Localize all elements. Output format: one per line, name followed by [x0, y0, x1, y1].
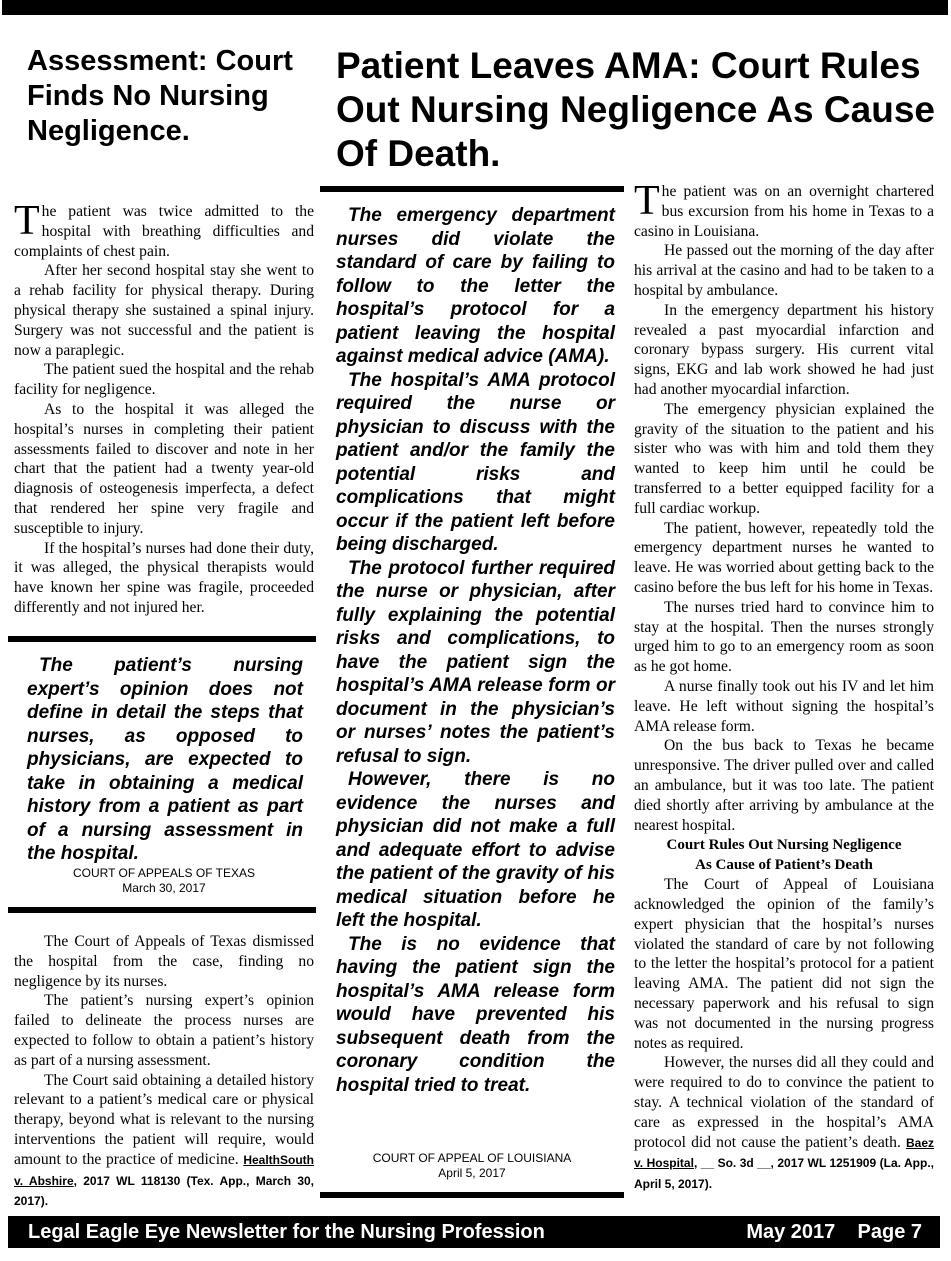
top-rule: [2, 0, 948, 15]
divider: [320, 1192, 624, 1198]
dropcap: T: [634, 178, 660, 224]
left-pull-quote: [27, 654, 303, 866]
paragraph: he patient was on an overnight chartered bus excursion from his home in Texas to a casino in Louisiana.: [634, 183, 934, 240]
decision-date: March 30, 2017: [122, 881, 206, 895]
paragraph: he patient was twice admitted to the hospital with breathing difficulties and complaints of chest pain.: [14, 203, 314, 260]
paragraph: He passed out the morning of the day after his arrival at the casino and had to be taken to a hospital by ambulance.: [634, 242, 934, 299]
court-name: COURT OF APPEALS OF TEXAS: [72, 866, 256, 880]
pull-quote-paragraph: The is no evidence that having the patient sign the hospital’s AMA release form would have prevented his subsequent death from the coronary condition the hospital tried to treat.: [336, 933, 615, 1096]
right-article: [634, 178, 934, 1195]
case-citation: HealthSouth v. Abshire, 2017 WL 118130 (Tex. App., March 30, 2017).: [14, 1152, 314, 1209]
paragraph: The Court of Appeals of Texas dismissed the hospital from the case, finding no negligence by its nurses.: [14, 933, 314, 990]
footer-bar: [8, 1216, 940, 1248]
pull-quote-paragraph: The hospital’s AMA protocol required the nurse or physician to discuss with the patient and/or the family the potential risks and complications that might occur if the patient left before being discharged.: [336, 369, 615, 555]
paragraph: On the bus back to Texas he became unresponsive. The driver pulled over and called an ambulance, but it was too late. The patient died shortly after arriving by ambulance at the nearest hospital.: [634, 737, 934, 834]
paragraph: The emergency physician explained the gravity of the situation to the patient and his sister who was with him and told them they wanted to keep him until he could be transferred to a better equipped facility for a full cardiac workup.: [634, 400, 934, 517]
center-pull-quote: [336, 204, 615, 1097]
paragraph: As to the hospital it was alleged the hospital’s nurses in completing their patient assessments failed to discover and note in her chart that the patient had a twenty year-old diagnosis of osteogenesis imperfecta, a defect that rendered her spine very fragile and susceptible to injury.: [14, 400, 314, 537]
paragraph: The Court said obtaining a detailed history relevant to a patient’s medical care or physical therapy, beyond what is relevant to the nursing interventions the patient will require, would amount to the practice of medicine. HealthSouth v. Abshire, 2017 WL 118130 (Tex. App., March 30, 2017).: [14, 1071, 314, 1209]
paragraph: In the emergency department his history revealed a past myocardial infarction and coronary bypass surgery. His current vital signs, EKG and lab work showed he had just had another myocardial infarction.: [634, 301, 934, 398]
paragraph: The Court of Appeal of Louisiana acknowledged the opinion of the family’s expert physician that the hospital’s nurses violated the standard of care by not following to the letter the hospital’s protocol for a patient leaving AMA. The patient did not sign the necessary paperwork and his refusal to sign was not documented in the nursing progress notes as required.: [634, 876, 934, 1052]
left-article: [14, 198, 314, 618]
pull-quote-text: The patient’s nursing expert’s opinion does not define in detail the steps that nurses, as opposed to physicians, are expected to take in obtaining a medical history from a patient as part of a nursing assessment in the hospital.: [27, 655, 303, 864]
pull-quote-paragraph: However, there is no evidence the nurses and physician did not make a full and adequate effort to advise the patient of the gravity of his medical situation before he left the hospital.: [336, 769, 615, 931]
pull-quote-paragraph: The emergency department nurses did violate the standard of care by failing to follow to the letter the hospital’s protocol for a patient leaving the hospital against medical advice (AMA).: [336, 205, 615, 367]
left-article-2: [14, 932, 314, 1212]
paragraph: The patient sued the hospital and the rehab facility for negligence.: [14, 361, 314, 399]
paragraph: If the hospital’s nurses had done their duty, it was alleged, the physical therapists would have known her spine was fragile, proceeded differently and not injured her.: [14, 539, 314, 616]
pull-quote-paragraph: The protocol further required the nurse or physician, after fully explaining the potential risks and complications, to have the patient sign the hospital’s AMA release form or document in the physician’s or nurses’ notes the patient’s refusal to sign.: [336, 557, 615, 767]
court-name: COURT OF APPEAL OF LOUISIANA: [372, 1151, 572, 1165]
issue-page: May 2017 Page 7: [746, 1221, 922, 1243]
divider: [8, 636, 316, 642]
paragraph: After her second hospital stay she went to a rehab facility for physical therapy. During physical therapy she sustained a spinal injury. Surgery was not successful and the patient is now a paraplegic.: [14, 262, 314, 359]
paragraph: The nurses tried hard to convince him to stay at the hospital. Then the nurses strongly urged him to go to an emergency room as soon as he got home.: [634, 598, 934, 676]
paragraph: The patient’s nursing expert’s opinion failed to delineate the process nurses are expected to follow to obtain a patient’s history as part of a nursing assessment.: [14, 992, 314, 1069]
main-headline: Patient Leaves AMA: Court Rules Out Nursing Negligence As Cause Of Death.: [336, 45, 935, 174]
newsletter-title: Legal Eagle Eye Newsletter for the Nursing Profession: [28, 1221, 545, 1243]
dropcap: T: [14, 198, 40, 244]
paragraph: A nurse finally took out his IV and let him leave. He left without signing the hospital’s AMA release form.: [634, 677, 934, 735]
subheading: Court Rules Out Nursing Negligence As Cause of Patient’s Death: [666, 837, 902, 874]
left-pull-source: [14, 866, 314, 896]
left-headline: Assessment: Court Finds No Nursing Negligence.: [27, 45, 293, 147]
paragraph: However, the nurses did all they could and were required to do to convince the patient to stay. A technical violation of the standard of care as expressed in the hospital’s AMA protocol did not cause the patient’s death. Baez v. Hospital, __ So. 3d __, 2017 WL 1251909 (La. App., April 5, 2017).: [634, 1054, 934, 1192]
divider: [320, 186, 624, 192]
paragraph: The patient, however, repeatedly told the emergency department nurses he wanted to leave. He was worried about getting back to the casino before the bus left for his home in Texas.: [634, 519, 934, 596]
center-pull-source: [320, 1151, 624, 1181]
case-citation: Baez v. Hospital, __ So. 3d __, 2017 WL 1251909 (La. App., April 5, 2017).: [634, 1135, 934, 1192]
decision-date: April 5, 2017: [438, 1166, 506, 1180]
divider: [8, 907, 316, 913]
